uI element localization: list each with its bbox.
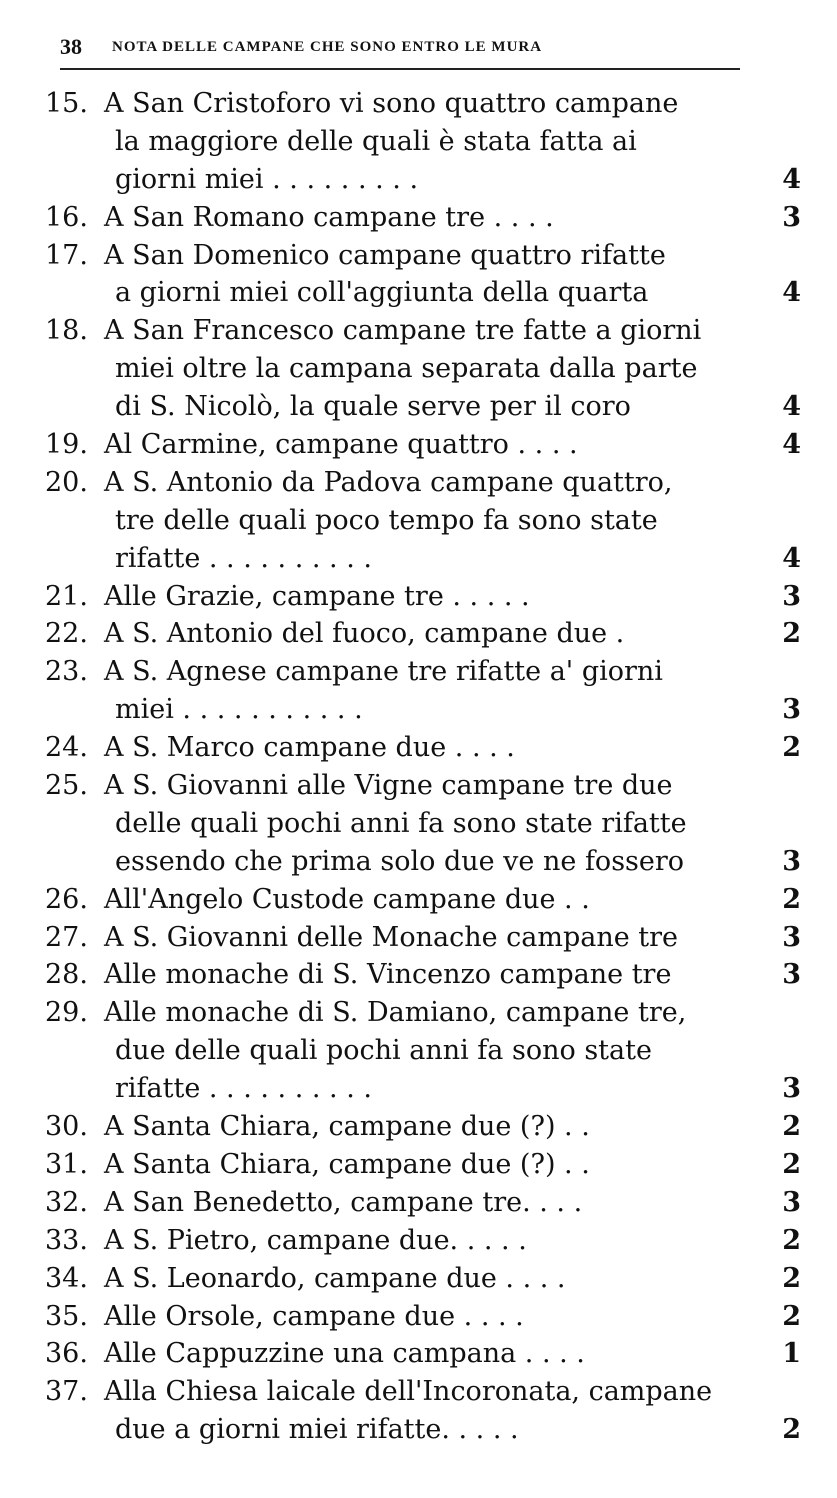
entry-text: A S. Antonio da Padova campane quattro, — [104, 466, 673, 498]
bell-count: 2 — [782, 1262, 801, 1294]
entry-line — [0, 919, 837, 957]
entry-text: A Santa Chiara, campane due (?) . . — [104, 1111, 590, 1143]
entry-text: la maggiore delle quali è stata fatta ai — [115, 125, 637, 157]
list-item — [0, 1146, 837, 1184]
entry-number: 23. — [45, 656, 88, 688]
list-item — [0, 919, 837, 957]
entry-text: A S. Pietro, campane due. . . . . — [104, 1224, 527, 1256]
list-item — [0, 85, 837, 199]
list-item — [0, 1335, 837, 1373]
entry-line — [0, 464, 837, 502]
list-item — [0, 426, 837, 464]
entry-number: 20. — [45, 466, 88, 498]
entry-text: All'Angelo Custode campane due . . — [104, 883, 590, 915]
entry-line — [0, 653, 837, 691]
entry-number: 27. — [45, 921, 88, 953]
bell-count: 2 — [782, 618, 801, 650]
list-item — [0, 767, 837, 881]
entry-line — [0, 767, 837, 805]
page-number: 38 — [60, 34, 82, 59]
entry-text: due a giorni miei rifatte. . . . . — [115, 1414, 519, 1446]
list-item — [0, 653, 837, 729]
entry-line — [0, 274, 837, 312]
entry-text: a giorni miei coll'aggiunta della quarta — [115, 277, 649, 309]
bell-count: 2 — [782, 1300, 801, 1332]
bell-count: 3 — [782, 201, 801, 233]
entry-line — [0, 350, 837, 388]
entry-number: 22. — [45, 618, 88, 650]
entry-line — [0, 956, 837, 994]
list-item — [0, 1298, 837, 1336]
bell-count: 2 — [782, 1111, 801, 1143]
entry-line — [0, 1260, 837, 1298]
entry-line — [0, 843, 837, 881]
list-item — [0, 615, 837, 653]
entry-text: A S. Leonardo, campane due . . . . — [104, 1262, 566, 1294]
entry-text: giorni miei . . . . . . . . . — [115, 163, 419, 195]
list-item — [0, 312, 837, 426]
bell-count: 4 — [782, 277, 801, 309]
entry-number: 21. — [45, 580, 88, 612]
entry-line — [0, 1070, 837, 1108]
list-item — [0, 237, 837, 313]
entry-number: 19. — [45, 429, 88, 461]
bell-count: 4 — [782, 542, 801, 574]
entry-text: A S. Giovanni delle Monache campane tre — [104, 921, 679, 953]
list-item — [0, 1260, 837, 1298]
bell-count: 4 — [782, 163, 801, 195]
entry-text: essendo che prima solo due ve ne fossero — [115, 845, 685, 877]
entry-line — [0, 426, 837, 464]
bell-count: 4 — [782, 391, 801, 423]
entry-line — [0, 1222, 837, 1260]
entry-line — [0, 994, 837, 1032]
entry-line — [0, 199, 837, 237]
entry-number: 32. — [45, 1186, 88, 1218]
entry-number: 34. — [45, 1262, 88, 1294]
running-title: NOTA DELLE CAMPANE CHE SONO ENTRO LE MURA — [112, 38, 543, 55]
entry-number: 17. — [45, 239, 88, 271]
entry-text: A S. Marco campane due . . . . — [104, 732, 515, 764]
entry-text: miei . . . . . . . . . . . — [115, 694, 363, 726]
entry-number: 16. — [45, 201, 88, 233]
entry-text: Al Carmine, campane quattro . . . . — [104, 429, 578, 461]
list-item — [0, 881, 837, 919]
entry-number: 35. — [45, 1300, 88, 1332]
entry-line — [0, 729, 837, 767]
entry-text: A S. Giovanni alle Vigne campane tre due — [104, 770, 673, 802]
bell-count: 2 — [782, 732, 801, 764]
entry-text: Alle Cappuzzine una campana . . . . — [104, 1338, 585, 1370]
list-item — [0, 994, 837, 1108]
bell-count: 2 — [782, 1148, 801, 1180]
list-item — [0, 1108, 837, 1146]
entry-line — [0, 123, 837, 161]
entry-text: due delle quali pochi anni fa sono state — [115, 1035, 652, 1067]
entry-line — [0, 1373, 837, 1411]
bell-count: 2 — [782, 1224, 801, 1256]
list-item — [0, 578, 837, 616]
entry-text: A San Domenico campane quattro rifatte — [104, 239, 666, 271]
entry-text: tre delle quali poco tempo fa sono state — [115, 504, 658, 536]
bell-count: 2 — [782, 883, 801, 915]
entry-number: 15. — [45, 88, 88, 119]
bell-count: 3 — [782, 1073, 801, 1105]
entry-number: 31. — [45, 1148, 88, 1180]
entry-line — [0, 237, 837, 275]
entry-number: 28. — [45, 959, 88, 991]
entry-line — [0, 161, 837, 199]
entry-number: 30. — [45, 1111, 88, 1143]
entry-line — [0, 1298, 837, 1336]
list-item — [0, 1184, 837, 1222]
bell-count: 3 — [782, 694, 801, 726]
entry-line — [0, 1184, 837, 1222]
entry-text: Alle Grazie, campane tre . . . . . — [104, 580, 530, 612]
entry-number: 25. — [45, 770, 88, 802]
entry-line — [0, 502, 837, 540]
entry-number: 37. — [45, 1376, 88, 1408]
list-item — [0, 956, 837, 994]
bell-count: 1 — [782, 1338, 801, 1370]
entry-text: A S. Agnese campane tre rifatte a' giorni — [104, 656, 663, 688]
entry-text: A San Cristoforo vi sono quattro campane — [104, 88, 679, 119]
list-item — [0, 1373, 837, 1449]
entry-text: Alle monache di S. Damiano, campane tre, — [104, 997, 687, 1029]
page-header — [60, 30, 740, 64]
entry-number: 24. — [45, 732, 88, 764]
entry-line — [0, 881, 837, 919]
entry-text: A San Benedetto, campane tre. . . . — [104, 1186, 583, 1218]
bell-count: 3 — [782, 845, 801, 877]
entry-number: 29. — [45, 997, 88, 1029]
entry-text: A San Francesco campane tre fatte a giorni — [104, 315, 702, 347]
entry-line — [0, 1146, 837, 1184]
entry-number: 36. — [45, 1338, 88, 1370]
entry-line — [0, 691, 837, 729]
entry-text: Alla Chiesa laicale dell'Incoronata, campane — [104, 1376, 713, 1408]
entry-line — [0, 312, 837, 350]
bell-count: 3 — [782, 1186, 801, 1218]
entry-text: A San Romano campane tre . . . . — [104, 201, 554, 233]
bell-count: 3 — [782, 921, 801, 953]
entry-line — [0, 578, 837, 616]
entry-text: A Santa Chiara, campane due (?) . . — [104, 1148, 590, 1180]
entry-line — [0, 1335, 837, 1373]
bell-count: 2 — [782, 1414, 801, 1446]
entry-line — [0, 805, 837, 843]
list-item — [0, 464, 837, 578]
entry-text: miei oltre la campana separata dalla parte — [115, 353, 698, 385]
entry-number: 26. — [45, 883, 88, 915]
entry-number: 33. — [45, 1224, 88, 1256]
entry-text: rifatte . . . . . . . . . . — [115, 1073, 372, 1105]
entry-text: Alle monache di S. Vincenzo campane tre — [104, 959, 672, 991]
entry-number: 18. — [45, 315, 88, 347]
entry-text: delle quali pochi anni fa sono state rifatte — [115, 807, 687, 839]
entry-line — [0, 1411, 837, 1449]
entry-line — [0, 615, 837, 653]
bell-count: 3 — [782, 580, 801, 612]
entry-line — [0, 1108, 837, 1146]
bell-count: 4 — [782, 429, 801, 461]
entry-line — [0, 85, 837, 123]
list-item — [0, 729, 837, 767]
entry-text: di S. Nicolò, la quale serve per il coro — [115, 391, 631, 423]
bell-list — [0, 85, 837, 1449]
entry-line — [0, 1032, 837, 1070]
list-item — [0, 199, 837, 237]
entry-text: Alle Orsole, campane due . . . . — [104, 1300, 524, 1332]
entry-text: rifatte . . . . . . . . . . — [115, 542, 372, 574]
entry-text: A S. Antonio del fuoco, campane due . — [104, 618, 625, 650]
list-item — [0, 1222, 837, 1260]
bell-count: 3 — [782, 959, 801, 991]
entry-line — [0, 388, 837, 426]
header-rule — [60, 68, 740, 70]
entry-line — [0, 540, 837, 578]
